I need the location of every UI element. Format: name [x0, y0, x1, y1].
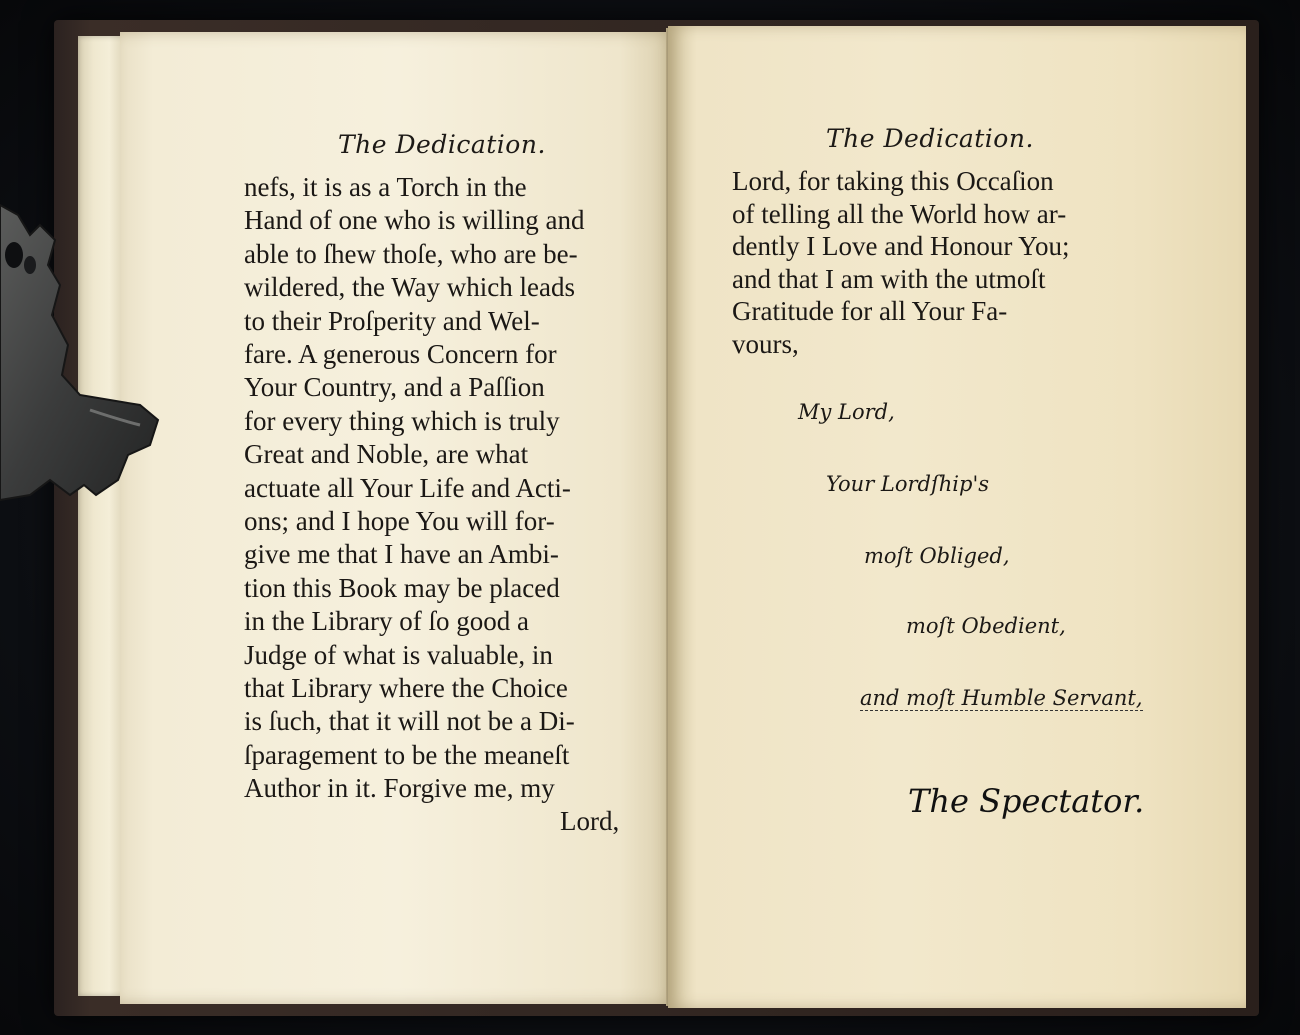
left-page-text-line: that Library where the Choice — [244, 673, 568, 703]
left-page-text-line: fare. A generous Concern for — [244, 339, 557, 369]
metal-clasp-icon — [0, 195, 160, 515]
right-page-text-line: Gratitude for all Your Fa- — [732, 296, 1008, 327]
left-page-text-line: ſparagement to be the meaneſt — [244, 739, 570, 770]
left-page-text-line: Hand of one who is willing and — [244, 205, 585, 236]
left-page-text-line: able to ſhew thoſe, who are be- — [244, 238, 578, 269]
left-running-head: The Dedication. — [338, 130, 546, 159]
left-page — [120, 32, 675, 1004]
closing-salutation: My Lord, — [798, 400, 895, 424]
left-page-text-line: nefs, it is as a Torch in the — [244, 172, 527, 202]
right-page — [668, 26, 1246, 1008]
closing-signature: The Spectator. — [908, 782, 1145, 820]
left-page-text-line: is ſuch, that it will not be a Di- — [244, 706, 575, 737]
closing-line-2: moſt Obliged, — [864, 544, 1010, 568]
right-page-text-line: vours, — [732, 329, 799, 359]
left-page-text-line: Great and Noble, are what — [244, 439, 529, 470]
right-page-text-line: of telling all the World how ar- — [732, 198, 1067, 229]
right-page-text-line: dently I Love and Honour You; — [732, 231, 1070, 262]
left-page-text-line: tion this Book may be placed — [244, 572, 560, 603]
left-page-text-line: actuate all Your Life and Acti- — [244, 472, 571, 503]
left-page-text-line: in the Library of ſo good a — [244, 606, 529, 637]
right-page-text-line: and that I am with the utmoſt — [732, 263, 1046, 294]
closing-line-3: moſt Obedient, — [906, 614, 1066, 638]
left-catchword: Lord, — [560, 806, 620, 836]
left-page-text-line: wildered, the Way which leads — [244, 272, 575, 303]
left-page-text-line: Author in it. Forgive me, my — [244, 773, 555, 804]
left-page-text-line: ons; and I hope You will for- — [244, 506, 555, 536]
left-page-text-line: to their Proſperity and Wel- — [244, 305, 540, 336]
left-page-text-line: Your Country, and a Paſſion — [244, 372, 545, 403]
left-page-text-line: for every thing which is truly — [244, 405, 560, 436]
right-running-head: The Dedication. — [826, 124, 1034, 153]
closing-line-1: Your Lordſhip's — [826, 472, 989, 496]
left-page-text-line: give me that I have an Ambi- — [244, 539, 559, 570]
right-page-text-line: Lord, for taking this Occaſion — [732, 166, 1054, 196]
left-page-text-line: Judge of what is valuable, in — [244, 639, 553, 670]
closing-line-4: and moſt Humble Servant, — [860, 686, 1143, 710]
